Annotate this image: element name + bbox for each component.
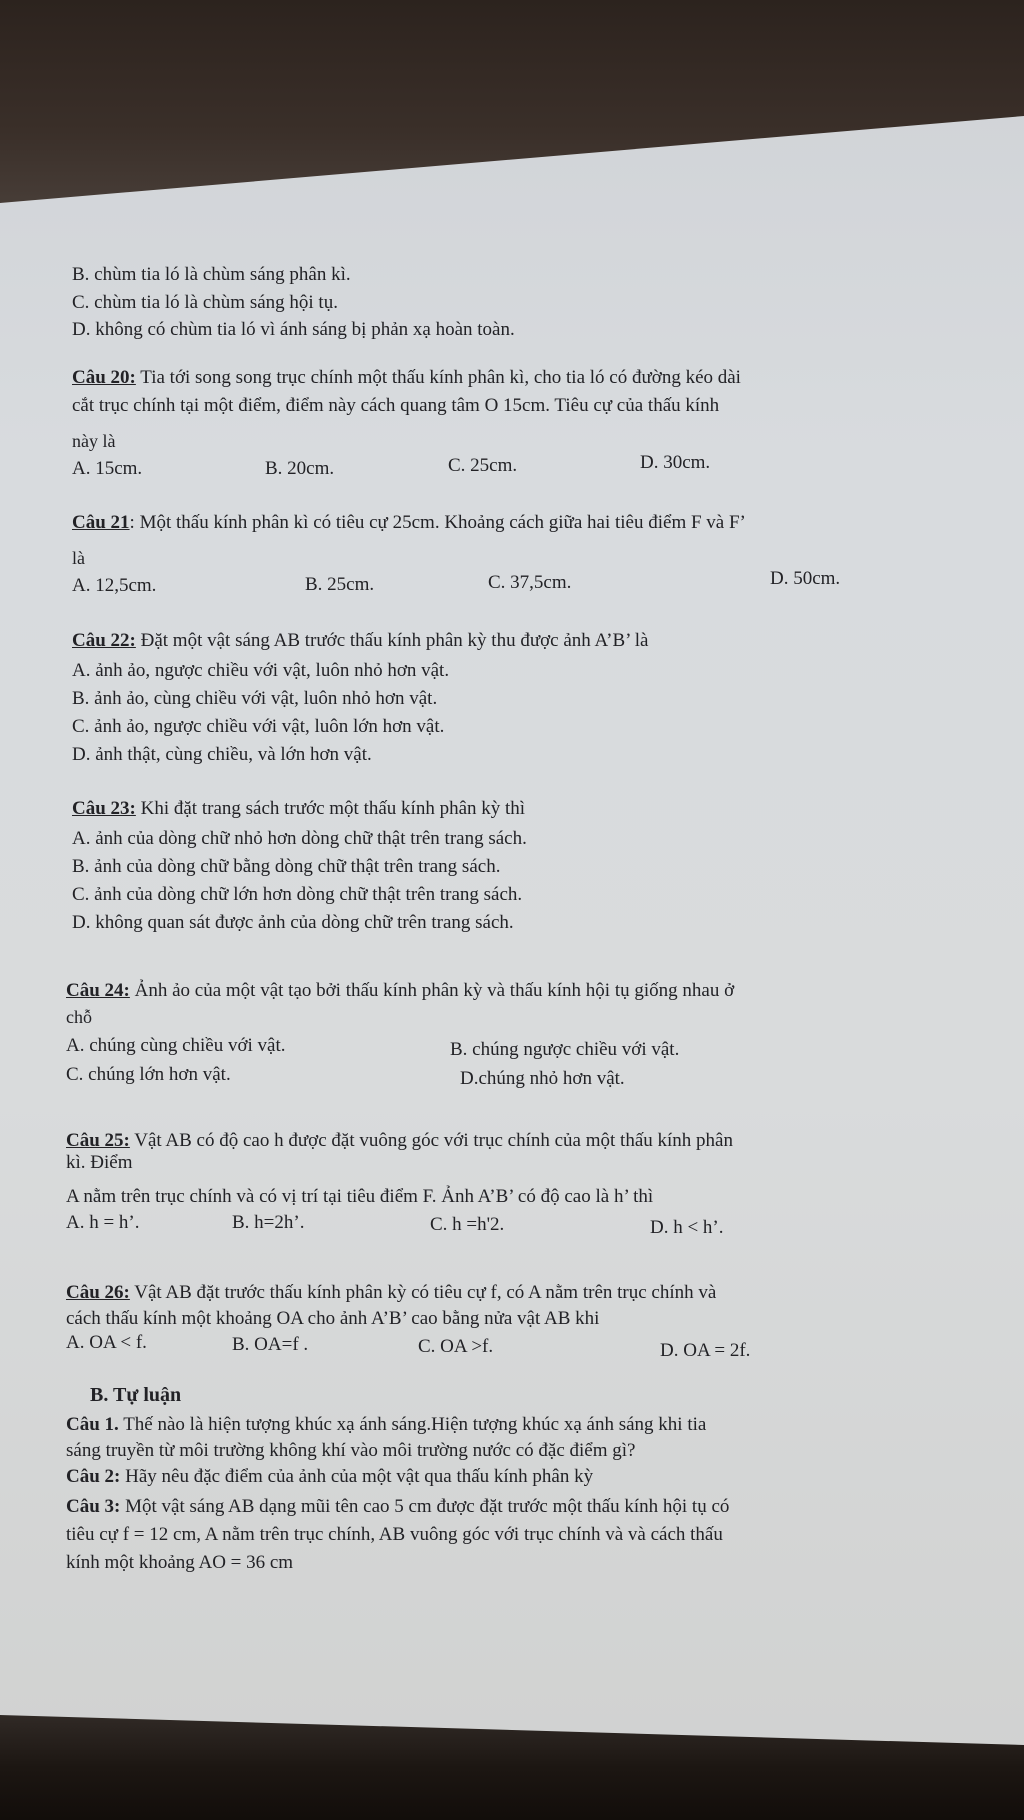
q21-option-d: D. 50cm.	[770, 568, 841, 589]
q26-option-c: C. OA >f.	[418, 1336, 494, 1357]
question-26-label: Câu 26:	[66, 1282, 130, 1303]
question-22	[72, 628, 649, 654]
q25-option-a: A. h = h’.	[66, 1212, 140, 1233]
question-20-line2: cắt trục chính tại một điểm, điểm này cách quang tâm O 15cm. Tiêu cự của thấu kính	[72, 395, 720, 416]
option-d-prev: D. không có chùm tia ló vì ánh sáng bị phản xạ hoàn toàn.	[72, 319, 515, 340]
question-26	[66, 1280, 716, 1306]
essay-question-3-label: Câu 3:	[66, 1496, 121, 1517]
q24-option-a: A. chúng cùng chiều với vật.	[66, 1035, 286, 1056]
essay-question-2-text: Hãy nêu đặc điểm của ảnh của một vật qua thấu kính phân kỳ	[120, 1466, 594, 1487]
question-20-text: Tia tới song song trục chính một thấu kính phân kì, cho tia ló có đường kéo dài	[135, 367, 741, 388]
essay-question-1-text: Thế nào là hiện tượng khúc xạ ánh sáng.Hiện tượng khúc xạ ánh sáng khi tia	[118, 1414, 707, 1435]
question-25	[66, 1128, 733, 1154]
question-20-line3: này là	[72, 431, 116, 451]
essay-question-3	[66, 1494, 729, 1520]
q21-option-c: C. 37,5cm.	[488, 572, 572, 593]
q22-option-a: A. ảnh ảo, ngược chiều với vật, luôn nhỏ hơn vật.	[72, 660, 450, 681]
question-25-label: Câu 25:	[66, 1130, 130, 1151]
question-20	[72, 365, 741, 391]
question-25-line2: kì. Điểm	[66, 1152, 133, 1173]
q24-option-d: D.chúng nhỏ hơn vật.	[460, 1068, 625, 1089]
question-24-text: Ảnh ảo của một vật tạo bởi thấu kính phân kỳ và thấu kính hội tụ giống nhau ở	[129, 980, 735, 1001]
question-21	[72, 510, 746, 536]
essay-question-2	[66, 1464, 593, 1490]
q26-option-a: A. OA < f.	[66, 1332, 147, 1353]
q20-option-b: B. 20cm.	[265, 458, 335, 479]
question-23-label: Câu 23:	[72, 798, 136, 819]
option-c-prev: C. chùm tia ló là chùm sáng hội tụ.	[72, 292, 338, 313]
question-24-line2: chỗ	[66, 1007, 92, 1027]
q20-option-d: D. 30cm.	[640, 452, 711, 473]
question-21-label: Câu 21	[72, 512, 130, 533]
section-title-essay: B. Tự luận	[90, 1384, 182, 1406]
q24-option-c: C. chúng lớn hơn vật.	[66, 1064, 231, 1085]
question-25-line3: A nằm trên trục chính và có vị trí tại tiêu điểm F. Ảnh A’B’ có độ cao là h’ thì	[66, 1186, 654, 1207]
essay-question-1-line2: sáng truyền từ môi trường không khí vào môi trường nước có đặc điểm gì?	[66, 1440, 636, 1461]
q26-option-d: D. OA = 2f.	[660, 1340, 751, 1361]
question-22-text: Đặt một vật sáng AB trước thấu kính phân kỳ thu được ảnh A’B’ là	[135, 630, 649, 651]
q22-option-d: D. ảnh thật, cùng chiều, và lớn hơn vật.	[72, 744, 372, 765]
question-26-text: Vật AB đặt trước thấu kính phân kỳ có tiêu cự f, có A nằm trên trục chính và	[129, 1282, 717, 1303]
q20-option-a: A. 15cm.	[72, 458, 143, 479]
question-21-line2: là	[72, 548, 85, 568]
q23-option-a: A. ảnh của dòng chữ nhỏ hơn dòng chữ thật trên trang sách.	[72, 828, 527, 849]
essay-question-1	[66, 1412, 706, 1438]
question-21-text: : Một thấu kính phân kì có tiêu cự 25cm. Khoảng cách giữa hai tiêu điểm F và F’	[129, 512, 746, 533]
question-23-text: Khi đặt trang sách trước một thấu kính phân kỳ thì	[135, 798, 526, 819]
q23-option-d: D. không quan sát được ảnh của dòng chữ trên trang sách.	[72, 912, 514, 933]
essay-question-2-label: Câu 2:	[66, 1466, 121, 1487]
question-23	[72, 796, 525, 822]
q22-option-c: C. ảnh ảo, ngược chiều với vật, luôn lớn hơn vật.	[72, 716, 445, 737]
q23-option-c: C. ảnh của dòng chữ lớn hơn dòng chữ thật trên trang sách.	[72, 884, 523, 905]
q21-option-a: A. 12,5cm.	[72, 575, 157, 596]
q20-option-c: C. 25cm.	[448, 455, 518, 476]
q23-option-b: B. ảnh của dòng chữ bằng dòng chữ thật trên trang sách.	[72, 856, 501, 877]
question-25-text: Vật AB có độ cao h được đặt vuông góc với trục chính của một thấu kính phân	[129, 1130, 733, 1151]
question-26-line2: cách thấu kính một khoảng OA cho ảnh A’B’ cao bằng nửa vật AB khi	[66, 1308, 600, 1329]
q21-option-b: B. 25cm.	[305, 574, 375, 595]
q24-option-b: B. chúng ngược chiều với vật.	[450, 1039, 680, 1060]
q25-option-c: C. h =h'2.	[430, 1214, 505, 1235]
question-22-label: Câu 22:	[72, 630, 136, 651]
question-20-label: Câu 20:	[72, 367, 136, 388]
q25-option-d: D. h < h’.	[650, 1217, 724, 1238]
q22-option-b: B. ảnh ảo, cùng chiều với vật, luôn nhỏ hơn vật.	[72, 688, 438, 709]
essay-question-3-text: Một vật sáng AB dạng mũi tên cao 5 cm được đặt trước một thấu kính hội tụ có	[120, 1496, 730, 1517]
essay-question-3-line3: kính một khoảng AO = 36 cm	[66, 1552, 294, 1573]
question-24	[66, 978, 734, 1004]
option-b-prev: B. chùm tia ló là chùm sáng phân kì.	[72, 264, 351, 285]
essay-question-1-label: Câu 1.	[66, 1414, 119, 1435]
essay-question-3-line2: tiêu cự f = 12 cm, A nằm trên trục chính, AB vuông góc với trục chính và và cách thấu	[66, 1524, 723, 1545]
question-24-label: Câu 24:	[66, 980, 130, 1001]
q26-option-b: B. OA=f .	[232, 1334, 309, 1355]
q25-option-b: B. h=2h’.	[232, 1212, 305, 1233]
